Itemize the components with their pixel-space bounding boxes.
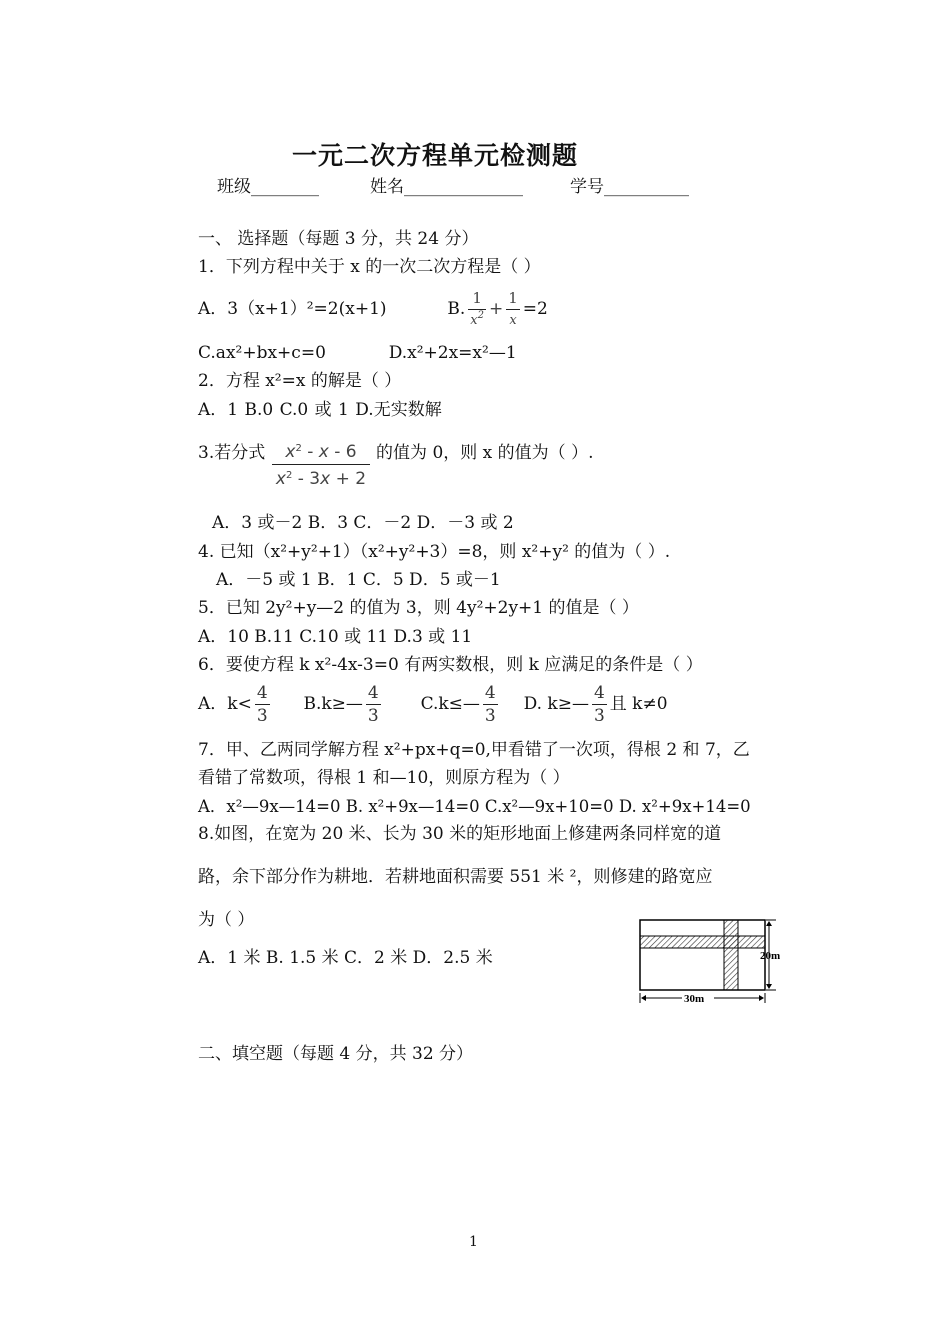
fraction-4-3-c: $\frac{4}{3}$ xyxy=(484,683,496,726)
question-3-prefix: 3.若分式 xyxy=(198,443,266,463)
horizontal-road xyxy=(640,936,765,948)
question-4-stem: 4. 已知（x²+y²+1）（x²+y²+3）=8，则 x²+y² 的值为（ ）. xyxy=(198,542,671,562)
question-5-options: A．10 B.11 C.10 或 11 D.3 或 11 xyxy=(198,627,473,647)
fraction-1-over-x-squared: $\frac{1}{x^2}$ xyxy=(468,287,486,332)
option-c-label: C.k≤— xyxy=(420,694,480,714)
option-a-label: A．k< xyxy=(198,694,252,714)
page-title: 一元二次方程单元检测题 xyxy=(292,141,579,170)
road-rectangle-figure xyxy=(630,910,800,1010)
question-3-stem xyxy=(198,442,593,464)
option-d-label: D. k≥— xyxy=(523,694,589,714)
question-8-line-3: 为（ ） xyxy=(198,910,255,930)
question-1-option-d: D.x²+2x=x²—1 xyxy=(388,343,517,363)
question-2-stem: 2．方程 x²=x 的解是（ ） xyxy=(198,371,402,391)
question-6-options xyxy=(198,682,668,732)
section-1-heading: 一、 选择题（每题 3 分，共 24 分） xyxy=(198,229,479,249)
question-5-stem: 5．已知 2y²+y—2 的值为 3，则 4y²+2y+1 的值是（ ） xyxy=(198,598,639,618)
option-b-suffix: =2 xyxy=(522,299,548,319)
width-label: 20m xyxy=(760,950,781,962)
question-6-stem: 6．要使方程 k x²-4x-3=0 有两实数根，则 k 应满足的条件是（ ） xyxy=(198,655,703,675)
arrow-up-icon xyxy=(766,921,772,926)
question-1-option-b: B. $\frac{1}{x^2}$ + $\frac{1}{x}$ =2 xyxy=(447,299,547,319)
field-rectangle xyxy=(640,920,765,990)
fraction-1-over-x: $\frac{1}{x}$ xyxy=(506,287,520,332)
question-1-options-cd xyxy=(198,342,517,364)
question-3-options: A．3 或－2 B．3 C．－2 D．－3 或 2 xyxy=(212,513,514,533)
arrow-left-icon xyxy=(641,995,646,1001)
arrow-down-icon xyxy=(766,984,772,989)
name-field: 姓名______________ xyxy=(370,177,523,197)
option-b-label: B.k≥— xyxy=(303,694,363,714)
option-d-suffix: 且 k≠0 xyxy=(609,694,668,714)
question-8-line-2: 路，余下部分作为耕地．若耕地面积需要 551 米 ²，则修建的路宽应 xyxy=(198,867,713,887)
question-7-line-2: 看错了常数项，得根 1 和—10，则原方程为（ ） xyxy=(198,768,570,788)
question-8-options: A．1 米 B. 1.5 米 C．2 米 D．2.5 米 xyxy=(198,948,493,968)
question-4-options: A．－5 或 1 B．1 C．5 D．5 或－1 xyxy=(216,570,501,590)
question-1-option-c: C.ax²+bx+c=0 xyxy=(198,343,326,363)
question-6-option-c xyxy=(420,683,501,726)
question-1-options-ab xyxy=(198,286,548,336)
fraction-4-3-d: $\frac{4}{3}$ xyxy=(593,683,605,726)
length-label: 30m xyxy=(684,993,705,1005)
vertical-road xyxy=(724,920,738,990)
question-8-line-1: 8.如图，在宽为 20 米、长为 30 米的矩形地面上修建两条同样宽的道 xyxy=(198,824,722,844)
section-2-heading: 二、填空题（每题 4 分，共 32 分） xyxy=(198,1044,474,1064)
question-6-option-a xyxy=(198,683,273,726)
arrow-right-icon xyxy=(759,995,764,1001)
question-6-option-d xyxy=(523,683,668,726)
class-field: 班级________ xyxy=(217,177,319,197)
student-id-field: 学号__________ xyxy=(570,177,689,197)
question-7-options: A．x²—9x—14=0 B. x²+9x—14=0 C.x²—9x+10=0 D. x²+9x+14=0 xyxy=(198,797,751,816)
question-6-option-b xyxy=(303,683,383,726)
question-3-suffix: 的值为 0，则 x 的值为（ ）. xyxy=(376,443,594,463)
option-b-prefix: B. xyxy=(447,299,466,319)
question-1-stem: 1．下列方程中关于 x 的一次二次方程是（ ） xyxy=(198,257,541,277)
question-3-fraction: $x^2$ - x - 6 $x^2 - 3x + 2$ xyxy=(272,440,370,491)
question-7-line-1: 7．甲、乙两同学解方程 x²+px+q=0,甲看错了一次项，得根 2 和 7，乙 xyxy=(198,740,750,760)
question-1-option-a: A．3（x+1）²=2(x+1) xyxy=(198,299,387,319)
fraction-4-3-a: $\frac{4}{3}$ xyxy=(256,683,268,726)
fraction-4-3-b: $\frac{4}{3}$ xyxy=(367,683,379,726)
page-number: 1 xyxy=(469,1234,478,1250)
question-2-options: A．1 B.0 C.0 或 1 D.无实数解 xyxy=(198,400,442,420)
